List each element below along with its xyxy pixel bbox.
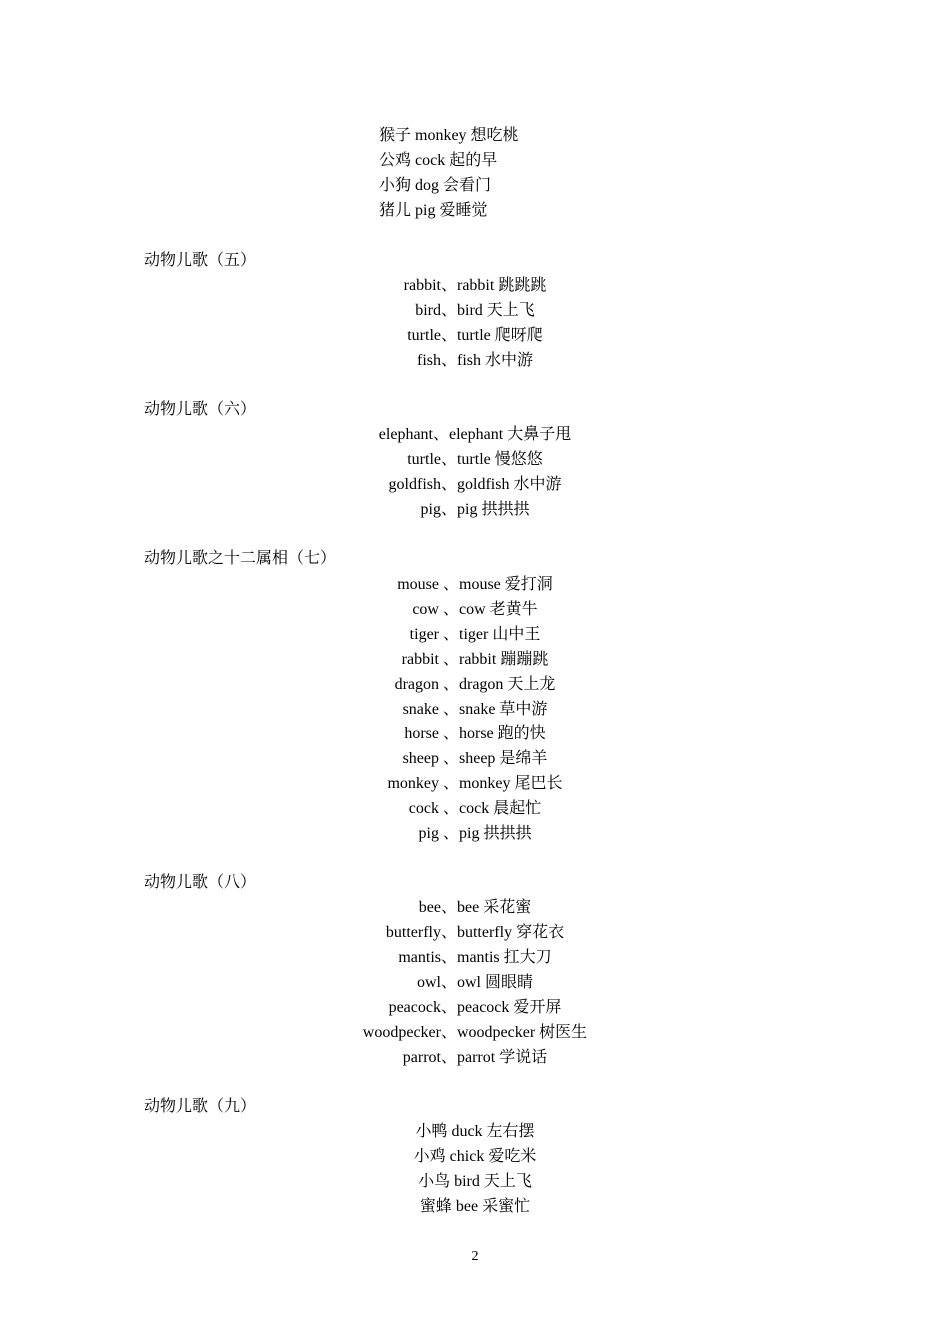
poem-line: bee、bee 采花蜜 xyxy=(418,899,532,916)
poem-line: parrot、parrot 学说话 xyxy=(402,1049,548,1066)
poem-line: butterfly、butterfly 穿花衣 xyxy=(385,924,565,941)
poem-line: goldfish、goldfish 水中游 xyxy=(388,476,562,493)
poem-line: 小鸟 bird 天上飞 xyxy=(418,1173,532,1190)
poem-line: 小狗 dog 会看门 xyxy=(379,177,492,194)
poem-line: horse 、horse 跑的快 xyxy=(404,725,546,742)
poem-line: fish、fish 水中游 xyxy=(416,352,533,369)
page-number: 2 xyxy=(471,1249,479,1264)
poem-line: turtle、turtle 爬呀爬 xyxy=(407,327,543,344)
poem-line: woodpecker、woodpecker 树医生 xyxy=(362,1024,588,1041)
poem-line: pig 、pig 拱拱拱 xyxy=(418,825,532,842)
section-heading: 动物儿歌（五） xyxy=(144,252,257,269)
poem-line: tiger 、tiger 山中王 xyxy=(409,626,541,643)
section-heading: 动物儿歌之十二属相（七） xyxy=(144,550,337,567)
poem-line: 小鸭 duck 左右摆 xyxy=(415,1123,535,1140)
poem-line: 猴子 monkey 想吃桃 xyxy=(379,127,519,144)
section-heading: 动物儿歌（六） xyxy=(144,401,257,418)
section-heading: 动物儿歌（八） xyxy=(144,874,257,891)
poem-line: peacock、peacock 爱开屏 xyxy=(388,999,562,1016)
poem-line: rabbit 、rabbit 蹦蹦跳 xyxy=(401,651,549,668)
poem-line: sheep 、sheep 是绵羊 xyxy=(402,750,548,767)
poem-line: mouse 、mouse 爱打洞 xyxy=(397,576,553,593)
poem-line: bird、bird 天上飞 xyxy=(415,302,535,319)
poem-line: 小鸡 chick 爱吃米 xyxy=(413,1148,537,1165)
poem-line: cock 、cock 晨起忙 xyxy=(408,800,542,817)
poem-line: turtle、turtle 慢悠悠 xyxy=(407,451,543,468)
poem-line: 公鸡 cock 起的早 xyxy=(379,152,498,169)
poem-line: dragon 、dragon 天上龙 xyxy=(394,676,556,693)
poem-line: 蜜蜂 bee 采蜜忙 xyxy=(419,1198,531,1215)
poem-line: cow 、cow 老黄牛 xyxy=(412,601,538,618)
poem-line: mantis、mantis 扛大刀 xyxy=(398,949,552,966)
poem-line: rabbit、rabbit 跳跳跳 xyxy=(403,277,547,294)
poem-line: 猪儿 pig 爱睡觉 xyxy=(379,202,488,219)
section-heading: 动物儿歌（九） xyxy=(144,1098,257,1115)
poem-line: monkey 、monkey 尾巴长 xyxy=(387,775,563,792)
poem-line: owl、owl 圆眼睛 xyxy=(416,974,533,991)
poem-line: snake 、snake 草中游 xyxy=(402,701,548,718)
poem-line: pig、pig 拱拱拱 xyxy=(420,501,530,518)
poem-line: elephant、elephant 大鼻子甩 xyxy=(378,426,572,443)
